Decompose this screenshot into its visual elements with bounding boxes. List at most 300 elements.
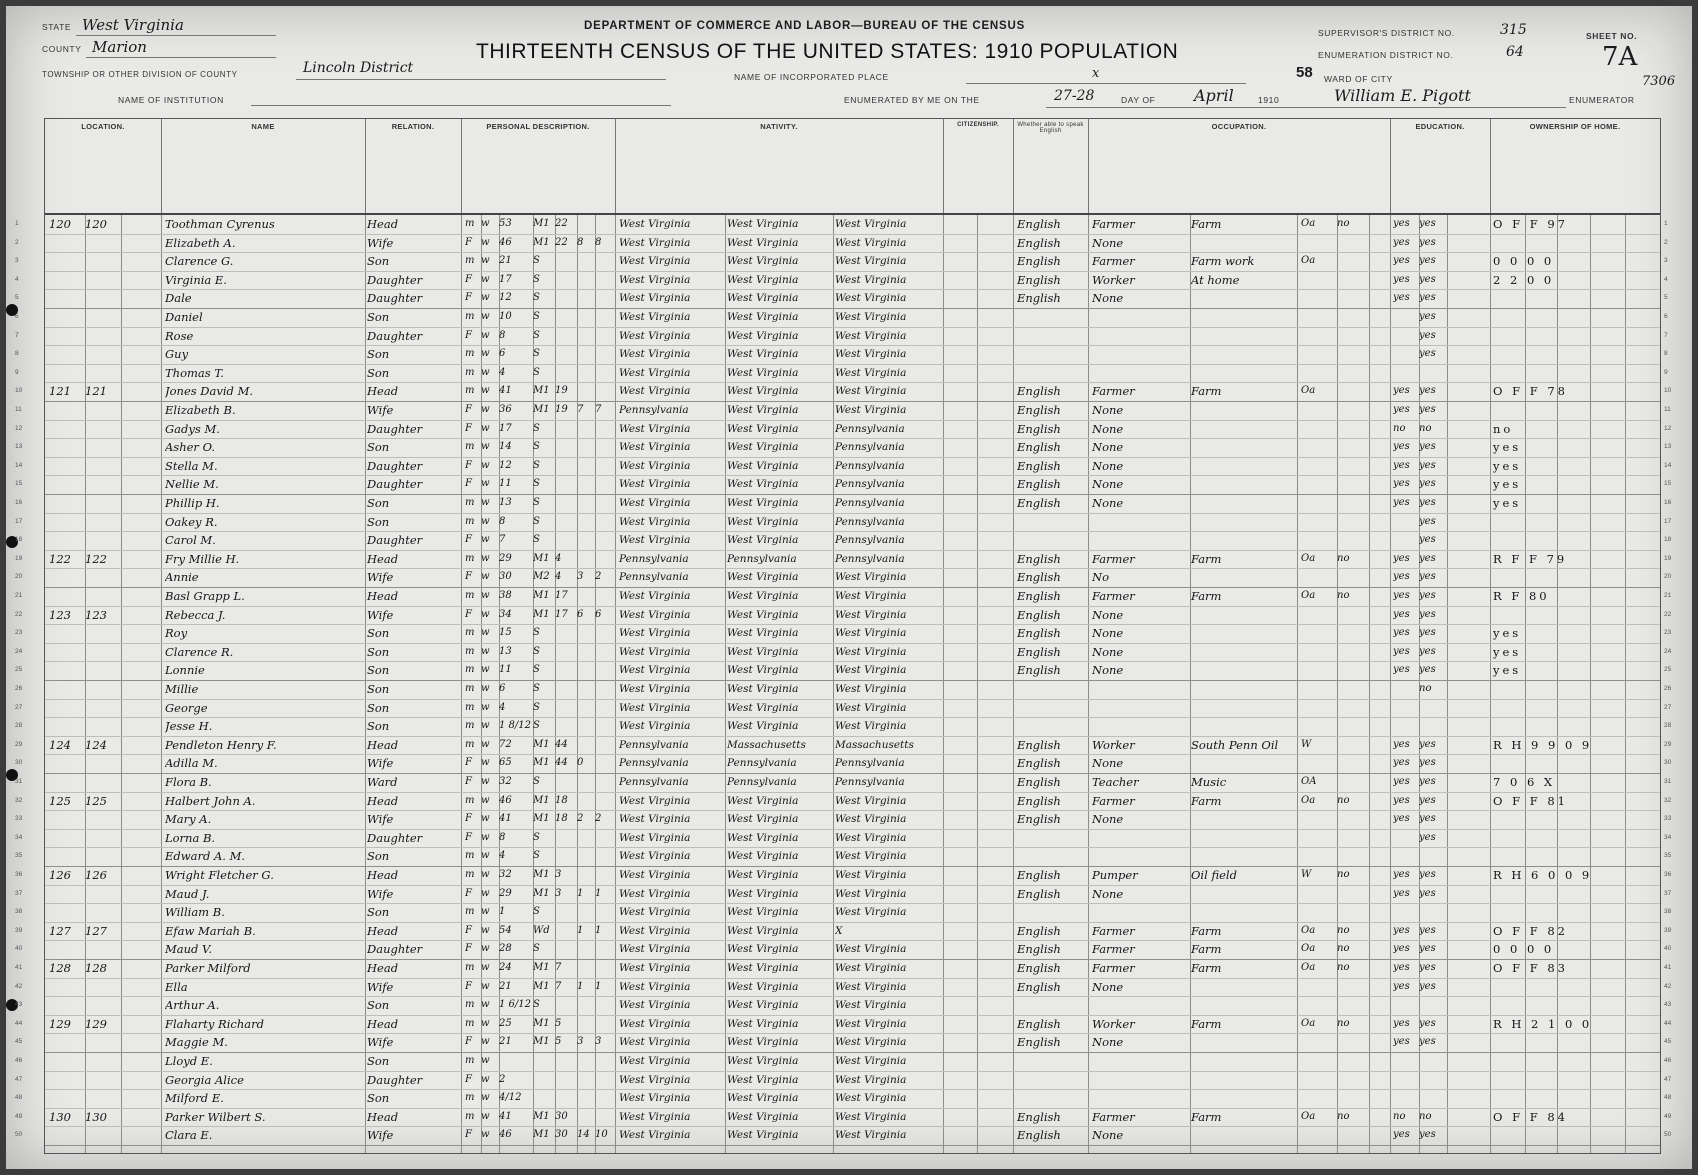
- cell-own: O F F 78: [1493, 384, 1568, 399]
- cell-name: Toothman Cyrenus: [165, 217, 275, 231]
- table-row: [15, 550, 1672, 570]
- cell-mpb: West Virginia: [835, 292, 907, 305]
- cell-age: 28: [499, 943, 512, 955]
- cell-born: [577, 438, 595, 457]
- cell-fam: [85, 1071, 121, 1090]
- cell-mpb: Pennsylvania: [835, 534, 905, 547]
- cell-ms: S: [533, 255, 540, 267]
- cell-fam: 125: [85, 793, 107, 808]
- cell-read: [1393, 1089, 1417, 1108]
- cell-own: R F 80: [1493, 589, 1550, 603]
- cell-lang: English: [1017, 923, 1061, 938]
- cell-fpb: West Virginia: [727, 478, 799, 491]
- table-row: [15, 717, 1672, 737]
- cell-mpb: West Virginia: [835, 1036, 907, 1049]
- cell-dw: 128: [49, 961, 71, 975]
- cell-read: yes: [1393, 459, 1410, 471]
- cell-read: yes: [1393, 478, 1410, 490]
- table-row: [15, 289, 1668, 309]
- line-number-right: 31: [1664, 778, 1672, 785]
- cell-read: yes: [1393, 869, 1410, 880]
- cell-born: 7: [577, 404, 584, 415]
- cell-ms: M1: [533, 404, 550, 415]
- cell-born: 1: [577, 887, 584, 899]
- cell-fam: [85, 1052, 121, 1071]
- cell-fam: 130: [85, 1109, 107, 1124]
- cell-write: yes: [1419, 497, 1436, 508]
- cell-name: Phillip H.: [165, 496, 220, 510]
- cell-pb: West Virginia: [619, 515, 691, 528]
- cell-rel: Son: [367, 700, 390, 715]
- line-number-right: 9: [1664, 368, 1668, 376]
- line-number-right: 2: [1664, 238, 1668, 246]
- cell-sex: m: [465, 850, 475, 862]
- cell-yrs: 4: [555, 552, 562, 564]
- cell-yrs: [555, 327, 577, 346]
- cell-write: [1419, 1052, 1445, 1071]
- cell-fam: [85, 401, 121, 420]
- cell-emp: Oa: [1301, 943, 1316, 955]
- cell-fpb: West Virginia: [727, 831, 799, 844]
- cell-mpb: West Virginia: [835, 218, 907, 230]
- cell-unemp: [1337, 308, 1367, 327]
- line-number: 41: [15, 964, 23, 971]
- cell-race: w: [481, 404, 490, 415]
- cell-unemp: [1337, 885, 1367, 904]
- line-number: 40: [15, 945, 23, 953]
- cell-pb: Pennsylvania: [619, 571, 689, 584]
- cell-sex: F: [465, 924, 472, 936]
- cell-name: Jesse H.: [165, 719, 213, 734]
- cell-liv: [595, 1015, 613, 1034]
- cell-rel: Son: [367, 1054, 390, 1068]
- cell-write: yes: [1419, 255, 1436, 267]
- cell-ind: [1191, 345, 1295, 364]
- line-number-right: 39: [1664, 926, 1672, 934]
- cell-fam: [85, 680, 121, 699]
- cell-lang: [1017, 308, 1087, 327]
- cell-trade: None: [1092, 403, 1124, 417]
- cell-age: 32: [499, 869, 512, 880]
- cell-born: [577, 1015, 595, 1034]
- cell-name: Virginia E.: [165, 272, 227, 287]
- cell-fpb: West Virginia: [727, 701, 799, 714]
- cell-sex: m: [465, 311, 475, 322]
- cell-lang: English: [1017, 1035, 1061, 1050]
- cell-liv: [595, 643, 613, 662]
- cell-emp: [1301, 978, 1335, 997]
- cell-name: Parker Wilbert S.: [165, 1109, 266, 1124]
- cell-age: 54: [499, 924, 512, 936]
- cell-pb: West Virginia: [619, 943, 691, 956]
- cell-yrs: [555, 643, 577, 662]
- line-number-right: 25: [1664, 666, 1672, 674]
- cell-read: [1393, 680, 1417, 699]
- line-number-right: 21: [1664, 592, 1672, 599]
- cell-yrs: [555, 289, 577, 308]
- census-sheet: [6, 6, 1692, 1169]
- cell-race: w: [481, 980, 490, 992]
- cell-own: [1493, 978, 1659, 997]
- cell-ms: M1: [533, 813, 550, 825]
- cell-dw: [49, 829, 85, 848]
- cell-fpb: West Virginia: [727, 850, 799, 863]
- line-number-right: 16: [1664, 499, 1672, 506]
- cell-age: [499, 1052, 533, 1071]
- cell-write: [1419, 996, 1445, 1015]
- table-row: [15, 382, 1672, 402]
- cell-fam: [85, 754, 121, 773]
- cell-race: w: [481, 1036, 490, 1048]
- cell-pb: West Virginia: [619, 292, 691, 305]
- cell-unemp: [1337, 717, 1367, 736]
- cell-trade: [1092, 680, 1188, 699]
- cell-ms: [533, 1089, 555, 1108]
- cell-emp: [1301, 903, 1335, 922]
- month-value: April: [1194, 86, 1234, 105]
- cell-name: Clara E.: [165, 1128, 213, 1143]
- cell-mpb: Massachusetts: [835, 738, 914, 751]
- cell-own: R H 6 0 0 9: [1493, 868, 1593, 882]
- cell-unemp: [1337, 754, 1367, 773]
- table-row: [15, 661, 1672, 681]
- cell-lang: [1017, 847, 1087, 866]
- cell-trade: [1092, 1052, 1188, 1071]
- cell-age: 12: [499, 459, 512, 471]
- cell-liv: 1: [595, 980, 602, 992]
- cell-born: [577, 940, 595, 959]
- cell-unemp: [1337, 513, 1367, 532]
- cell-name: Gadys M.: [165, 421, 220, 436]
- cell-ind: [1191, 494, 1295, 513]
- cell-write: yes: [1419, 627, 1436, 639]
- cell-race: w: [481, 999, 490, 1011]
- cell-fpb: Pennsylvania: [727, 757, 797, 770]
- cell-age: 25: [499, 1017, 512, 1029]
- line-number-right: 17: [1664, 517, 1672, 525]
- cell-fpb: West Virginia: [727, 348, 799, 361]
- cell-age: 1 6/12: [499, 999, 531, 1011]
- cell-yrs: 44: [555, 738, 568, 750]
- cell-read: yes: [1393, 385, 1410, 397]
- cell-yrs: [555, 438, 577, 457]
- cell-dw: [49, 234, 85, 253]
- cell-fam: [85, 234, 121, 253]
- cell-liv: [595, 252, 613, 271]
- cell-race: w: [481, 422, 490, 434]
- cell-pb: West Virginia: [619, 255, 691, 268]
- cell-sex: m: [465, 385, 475, 397]
- cell-rel: Head: [367, 217, 399, 231]
- line-number: 11: [15, 406, 22, 413]
- cell-sex: m: [465, 1110, 475, 1122]
- cell-own: [1493, 1126, 1659, 1145]
- cell-rel: Daughter: [367, 291, 423, 306]
- cell-own: R H 9 9 0 9: [1493, 737, 1593, 752]
- cell-emp: [1301, 475, 1335, 494]
- cell-age: 21: [499, 980, 512, 992]
- cell-fam: [85, 457, 121, 476]
- township-label: TOWNSHIP OR OTHER DIVISION OF COUNTY: [42, 70, 238, 79]
- cell-emp: OA: [1301, 776, 1317, 787]
- cell-race: w: [481, 738, 490, 750]
- cell-ind: Farm: [1191, 589, 1222, 603]
- cell-own: [1493, 885, 1659, 904]
- cell-trade: [1092, 847, 1188, 866]
- cell-unemp: [1337, 289, 1367, 308]
- cell-trade: Farmer: [1092, 961, 1135, 975]
- cell-emp: [1301, 271, 1335, 290]
- cell-ind: [1191, 754, 1295, 773]
- line-number-right: 35: [1664, 852, 1672, 860]
- cell-name: Millie: [165, 682, 199, 696]
- cell-lang: English: [1017, 477, 1061, 492]
- cell-lang: English: [1017, 403, 1061, 417]
- cell-ms: M1: [533, 962, 550, 973]
- cell-age: 8: [499, 515, 506, 527]
- cell-trade: None: [1092, 235, 1124, 250]
- cell-born: [577, 382, 595, 401]
- cell-unemp: [1337, 252, 1367, 271]
- cell-ms: M1: [533, 218, 550, 229]
- table-row: [15, 1052, 1672, 1072]
- cell-dw: [49, 401, 85, 420]
- cell-name: Daniel: [165, 310, 203, 324]
- year-value: 1910: [1258, 95, 1280, 105]
- cell-age: 41: [499, 1110, 512, 1122]
- cell-mpb: West Virginia: [835, 1055, 907, 1067]
- cell-lang: English: [1017, 458, 1061, 473]
- cell-rel: Head: [367, 923, 399, 938]
- line-number-right: 13: [1664, 443, 1672, 451]
- table-row: [15, 606, 1672, 626]
- supervisor-value: 315: [1500, 22, 1527, 38]
- cell-write: [1419, 717, 1445, 736]
- table-row: [15, 978, 1672, 998]
- table-row: [15, 234, 1668, 254]
- cell-fam: [85, 699, 121, 718]
- cell-dw: 126: [49, 868, 71, 882]
- cell-read: [1393, 717, 1417, 736]
- cell-trade: None: [1092, 440, 1124, 455]
- cell-emp: [1301, 345, 1335, 364]
- cell-unemp: [1337, 810, 1367, 829]
- cell-lang: English: [1017, 421, 1061, 436]
- cell-born: [577, 1108, 595, 1127]
- cell-pb: West Virginia: [619, 999, 691, 1012]
- cell-lang: [1017, 680, 1087, 699]
- cell-yrs: [555, 420, 577, 439]
- line-number-right: 14: [1664, 461, 1672, 469]
- cell-liv: [595, 457, 613, 476]
- line-number: 8: [15, 350, 19, 358]
- cell-age: 1: [499, 906, 506, 918]
- cell-pb: West Virginia: [619, 924, 691, 937]
- table-row: [15, 885, 1672, 905]
- table-row: [15, 252, 1668, 272]
- cell-age: 1 8/12: [499, 720, 531, 732]
- cell-dw: [49, 624, 85, 643]
- cell-ms: S: [533, 273, 540, 285]
- cell-fam: 121: [85, 384, 107, 399]
- cell-unemp: [1337, 1126, 1367, 1145]
- line-number-right: 28: [1664, 722, 1672, 730]
- line-number: 25: [15, 666, 23, 674]
- cell-ind: Farm: [1191, 942, 1222, 957]
- cell-pb: West Virginia: [619, 850, 691, 863]
- cell-ind: [1191, 1052, 1295, 1071]
- cell-race: w: [481, 590, 490, 601]
- cell-emp: Oa: [1301, 794, 1316, 806]
- cell-trade: Teacher: [1092, 775, 1139, 789]
- cell-name: Stella M.: [165, 458, 218, 473]
- line-number-right: 46: [1664, 1057, 1672, 1064]
- cell-liv: [595, 215, 613, 234]
- cell-race: w: [481, 608, 490, 620]
- cell-born: [577, 736, 595, 755]
- cell-write: yes: [1419, 1036, 1436, 1048]
- cell-trade: None: [1092, 756, 1124, 771]
- cell-pb: West Virginia: [619, 608, 691, 621]
- cell-name: Efaw Mariah B.: [165, 923, 256, 938]
- cell-fam: [85, 829, 121, 848]
- cell-dw: [49, 345, 85, 364]
- cell-born: [577, 773, 595, 792]
- cell-emp: [1301, 364, 1335, 383]
- line-number: 19: [15, 554, 23, 562]
- cell-yrs: [555, 1052, 577, 1071]
- cell-emp: [1301, 308, 1335, 327]
- cell-emp: [1301, 754, 1335, 773]
- cell-liv: 3: [595, 1036, 602, 1048]
- cell-race: w: [481, 831, 490, 843]
- cell-unemp: no: [1337, 590, 1350, 601]
- cell-pb: West Virginia: [619, 1073, 691, 1086]
- cell-unemp: no: [1337, 1017, 1350, 1029]
- cell-sex: m: [465, 664, 475, 676]
- line-number-right: 19: [1664, 554, 1672, 562]
- cell-read: no: [1393, 1110, 1406, 1122]
- table-row: [15, 866, 1672, 886]
- cell-ms: [533, 1071, 555, 1090]
- cell-fpb: West Virginia: [727, 924, 799, 937]
- cell-race: w: [481, 850, 490, 862]
- cell-fpb: West Virginia: [727, 813, 799, 826]
- cell-born: 3: [577, 1036, 584, 1048]
- enumerator-label: ENUMERATOR: [1569, 95, 1635, 105]
- cell-ms: S: [533, 478, 540, 490]
- sheet-label: SHEET NO.: [1586, 31, 1638, 41]
- cell-sex: m: [465, 1017, 475, 1029]
- cell-age: 2: [499, 1073, 506, 1085]
- cell-trade: Farmer: [1092, 217, 1135, 231]
- cell-unemp: [1337, 568, 1367, 587]
- cell-trade: [1092, 345, 1188, 364]
- cell-ms: S: [533, 515, 540, 527]
- cell-ind: [1191, 364, 1295, 383]
- cell-trade: Worker: [1092, 272, 1135, 287]
- cell-dw: [49, 717, 85, 736]
- cell-emp: W: [1301, 869, 1312, 880]
- cell-mpb: West Virginia: [835, 813, 907, 826]
- cell-pb: West Virginia: [619, 459, 691, 472]
- cell-sex: F: [465, 329, 472, 341]
- cell-own: [1493, 699, 1659, 718]
- cell-rel: Son: [367, 1091, 390, 1106]
- cell-unemp: [1337, 643, 1367, 662]
- cell-race: w: [481, 478, 490, 490]
- line-number-right: 33: [1664, 815, 1672, 823]
- cell-sex: F: [465, 459, 472, 471]
- cell-emp: [1301, 996, 1335, 1015]
- cell-own: yes: [1493, 440, 1522, 455]
- cell-fam: [85, 978, 121, 997]
- cell-name: Dale: [165, 291, 192, 306]
- cell-mpb: West Virginia: [835, 273, 907, 286]
- line-number-right: 6: [1664, 313, 1668, 320]
- table-row: [15, 829, 1672, 849]
- cell-dw: [49, 699, 85, 718]
- cell-read: [1393, 829, 1417, 848]
- cell-unemp: [1337, 234, 1367, 253]
- cell-rel: Wife: [367, 403, 394, 417]
- cell-trade: None: [1092, 1035, 1124, 1050]
- column-header-personal: PERSONAL DESCRIPTION.: [461, 119, 616, 213]
- cell-rel: Daughter: [367, 830, 423, 845]
- cell-lang: English: [1017, 1128, 1061, 1143]
- cell-trade: Worker: [1092, 737, 1135, 752]
- cell-sex: F: [465, 757, 472, 769]
- cell-fam: [85, 513, 121, 532]
- cell-own: 2 2 0 0: [1493, 272, 1555, 287]
- cell-lang: English: [1017, 626, 1061, 641]
- cell-rel: Son: [367, 626, 390, 641]
- cell-liv: [595, 475, 613, 494]
- cell-unemp: [1337, 606, 1367, 625]
- cell-fam: [85, 810, 121, 829]
- cell-name: Basl Grapp L.: [165, 589, 245, 603]
- line-number: 7: [15, 331, 19, 339]
- cell-born: 6: [577, 608, 584, 620]
- line-number: 49: [15, 1112, 23, 1120]
- cell-rel: Head: [367, 551, 399, 566]
- cell-age: 17: [499, 422, 512, 434]
- cell-name: Carol M.: [165, 533, 216, 548]
- department-title: DEPARTMENT OF COMMERCE AND LABOR—BUREAU OF THE CENSUS: [584, 20, 1026, 32]
- cell-fpb: West Virginia: [727, 292, 799, 305]
- cell-write: yes: [1419, 757, 1436, 769]
- line-number: 15: [15, 480, 23, 488]
- cell-age: 4: [499, 701, 506, 713]
- cell-ms: S: [533, 701, 540, 713]
- cell-name: Nellie M.: [165, 477, 219, 492]
- cell-fpb: West Virginia: [727, 255, 799, 268]
- cell-emp: [1301, 438, 1335, 457]
- cell-dw: [49, 903, 85, 922]
- cell-own: yes: [1493, 458, 1522, 473]
- cell-fam: [85, 1089, 121, 1108]
- cell-age: 29: [499, 552, 512, 564]
- cell-sex: F: [465, 887, 472, 899]
- cell-pb: West Virginia: [619, 311, 691, 323]
- line-number-right: 44: [1664, 1019, 1672, 1027]
- cell-race: w: [481, 552, 490, 564]
- column-header-nativity: NATIVITY.: [615, 119, 944, 213]
- cell-lang: English: [1017, 217, 1061, 231]
- cell-rel: Son: [367, 663, 390, 678]
- cell-trade: [1092, 531, 1188, 550]
- cell-ind: South Penn Oil: [1191, 737, 1279, 752]
